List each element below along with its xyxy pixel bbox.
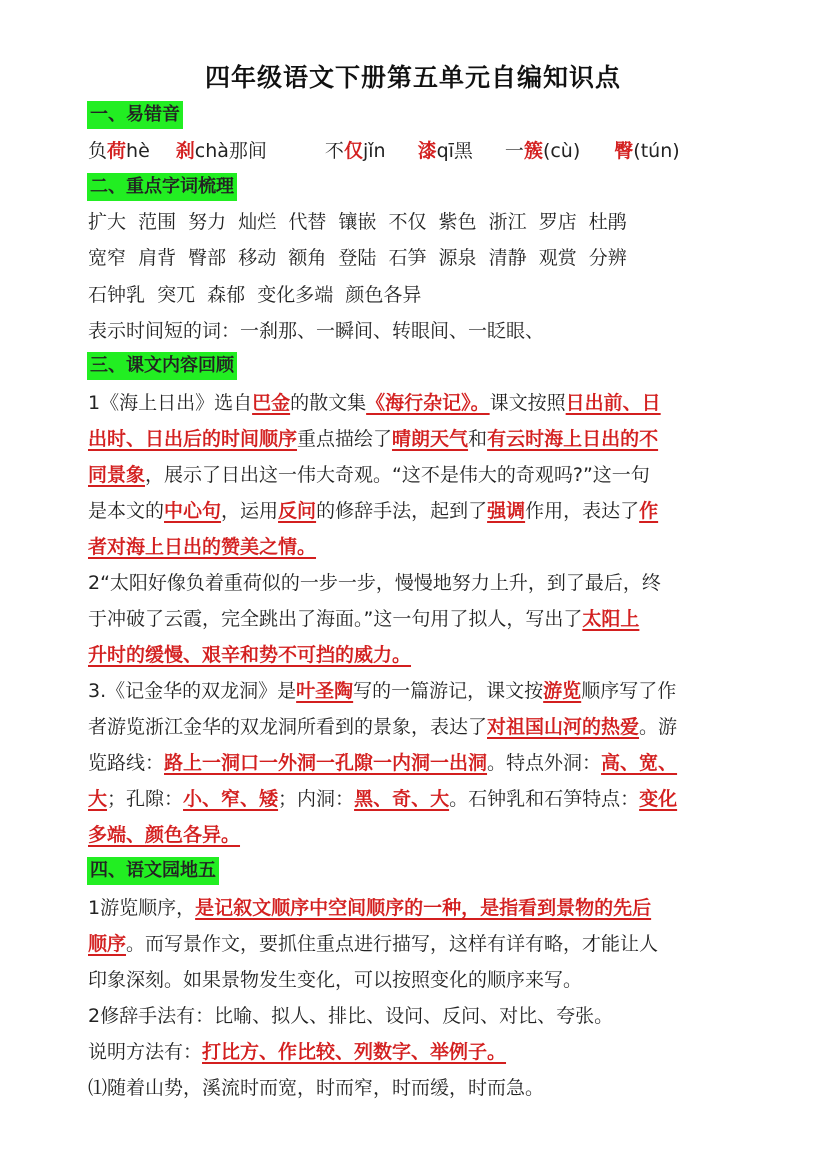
section-heading-pronunciation: 一、易错音 — [87, 101, 183, 129]
text-span: 出时、日出后的时间顺序 — [88, 428, 298, 450]
garden-p1-line-2 — [88, 930, 658, 958]
text-span: 多端、颜色各异。 — [88, 824, 241, 846]
review-p3-line-4 — [88, 785, 677, 813]
text-span: 黑、奇、大 — [354, 788, 450, 810]
text-span: 日出前、日 — [565, 392, 661, 414]
review-p2-line-3 — [88, 641, 411, 669]
text-span: 1游览顺序， — [88, 897, 196, 919]
review-p3-line-5 — [88, 821, 240, 849]
text-span: ；孔隙： — [107, 788, 184, 810]
text-span: 作用，表达了 — [525, 500, 640, 522]
text-span: (tún) — [633, 140, 680, 162]
text-span: 。石钟乳和石笋特点： — [449, 788, 640, 810]
text-span: 变化 — [639, 788, 678, 810]
review-p3-line-2 — [88, 713, 677, 741]
text-span: 写的一篇游记，课文按 — [353, 680, 544, 702]
text-span: 顺序写了作 — [581, 680, 677, 702]
text-span: qī黑 — [436, 140, 473, 162]
text-span: ，运用 — [221, 500, 279, 522]
text-span: 《海行杂记》。 — [366, 392, 490, 414]
garden-p4: ⑴随着山势，溪流时而宽，时而窄，时而缓，时而急。 — [88, 1077, 545, 1099]
text-span: 者游览浙江金华的双龙洞所看到的景象，表达了 — [88, 716, 488, 738]
text-span: 的散文集 — [290, 392, 367, 414]
text-span: 对祖国山河的热爱 — [487, 716, 640, 738]
text-span: 高、宽、 — [601, 752, 678, 774]
review-p1-line-4 — [88, 497, 658, 525]
text-span: 。特点外洞： — [487, 752, 602, 774]
text-span: 晴朗天气 — [392, 428, 469, 450]
text-span: 顺序 — [88, 933, 127, 955]
text-span: 是本文的 — [88, 500, 165, 522]
text-span: 臀 — [614, 140, 634, 162]
text-span: 1《海上日出》选自 — [88, 392, 253, 414]
section-heading-vocabulary: 二、重点字词梳理 — [87, 173, 237, 201]
text-span: 路上一洞口一外洞一孔隙一内洞一出洞 — [164, 752, 488, 774]
text-span: 。游 — [639, 716, 678, 738]
page-title: 四年级语文下册第五单元自编知识点 — [204, 63, 621, 92]
text-span: 览路线： — [88, 752, 165, 774]
text-span: 者对海上日出的赞美之情。 — [88, 536, 317, 558]
text-span: 中心句 — [164, 500, 222, 522]
text-span: 升时的缓慢、艰辛和势不可挡的威力。 — [88, 644, 412, 666]
review-p1-line-1 — [88, 389, 661, 417]
text-span: 课文按照 — [489, 392, 566, 414]
section-heading-language-garden: 四、语文园地五 — [87, 857, 219, 885]
review-p1-line-5 — [88, 533, 316, 561]
vocab-line-2: 宽窄 肩背 臀部 移动 额角 登陆 石笋 源泉 清静 观赏 分辨 — [88, 247, 627, 269]
vocab-line-1: 扩大 范围 努力 灿烂 代替 镶嵌 不仅 紫色 浙江 罗店 杜鹃 — [88, 211, 627, 233]
text-span: ；内洞： — [278, 788, 355, 810]
text-span: 反问 — [278, 500, 317, 522]
text-span: 簇 — [523, 140, 543, 162]
text-span: 。而写景作文，要抓住重点进行描写，这样有详有略，才能让人 — [126, 933, 659, 955]
text-span: 刹 — [175, 140, 195, 162]
vocab-line-4: 表示时间短的词：一刹那、一瞬间、转眼间、一眨眼、 — [88, 320, 545, 342]
text-span: 太阳上 — [582, 608, 640, 630]
text-span: 一 — [504, 140, 524, 162]
review-p1-line-3 — [88, 461, 650, 489]
garden-p1-line-1 — [88, 894, 651, 922]
review-p2-line-1: 2“太阳好像负着重荷似的一步一步，慢慢地努力上升，到了最后，终 — [88, 572, 661, 594]
text-span: 打比方、作比较、列数字、举例子。 — [202, 1041, 507, 1063]
text-span: 不 — [324, 140, 344, 162]
text-span: 说明方法有： — [88, 1041, 203, 1063]
text-span: 和 — [468, 428, 488, 450]
garden-p1-line-3: 印象深刻。如果景物发生变化，可以按照变化的顺序来写。 — [88, 969, 583, 991]
text-span: 的修辞手法，起到了 — [316, 500, 488, 522]
text-span: hè — [126, 140, 150, 162]
text-span: 有云时海上日出的不 — [487, 428, 659, 450]
review-p2-line-2 — [88, 605, 639, 633]
text-span: 负 — [88, 140, 108, 162]
garden-p3 — [88, 1038, 506, 1066]
text-span: 仅 — [343, 140, 363, 162]
text-span: 于冲破了云霞，完全跳出了海面。”这一句用了拟人，写出了 — [88, 608, 583, 630]
text-span: 是记叙文顺序中空间顺序的一种，是指看到景物的先后 — [195, 897, 652, 919]
text-span: 叶圣陶 — [296, 680, 354, 702]
text-span: 重点描绘了 — [297, 428, 393, 450]
text-span: 游览 — [543, 680, 582, 702]
review-p1-line-2 — [88, 425, 658, 453]
text-span: 巴金 — [252, 392, 291, 414]
pronunciation-line — [88, 137, 680, 165]
text-span: 荷 — [107, 140, 127, 162]
vocab-line-3: 石钟乳 突兀 森郁 变化多端 颜色各异 — [88, 284, 422, 306]
review-p3-line-3 — [88, 749, 677, 777]
text-span: 漆 — [417, 140, 437, 162]
text-span: 强调 — [487, 500, 526, 522]
text-span: 小、窄、矮 — [183, 788, 279, 810]
section-heading-text-review: 三、课文内容回顾 — [87, 352, 237, 380]
text-span: ，展示了日出这一伟大奇观。“这不是伟大的奇观吗?”这一句 — [145, 464, 650, 486]
text-span: jǐn — [362, 140, 386, 162]
text-span: chà那间 — [194, 140, 267, 162]
text-span: 同景象 — [88, 464, 146, 486]
text-span: 作 — [639, 500, 659, 522]
text-span: 3.《记金华的双龙洞》是 — [88, 680, 297, 702]
text-span: (cù) — [542, 140, 581, 162]
garden-p2: 2修辞手法有：比喻、拟人、排比、设问、反问、对比、夸张。 — [88, 1005, 614, 1027]
text-span: 大 — [88, 788, 108, 810]
review-p3-line-1 — [88, 677, 676, 705]
